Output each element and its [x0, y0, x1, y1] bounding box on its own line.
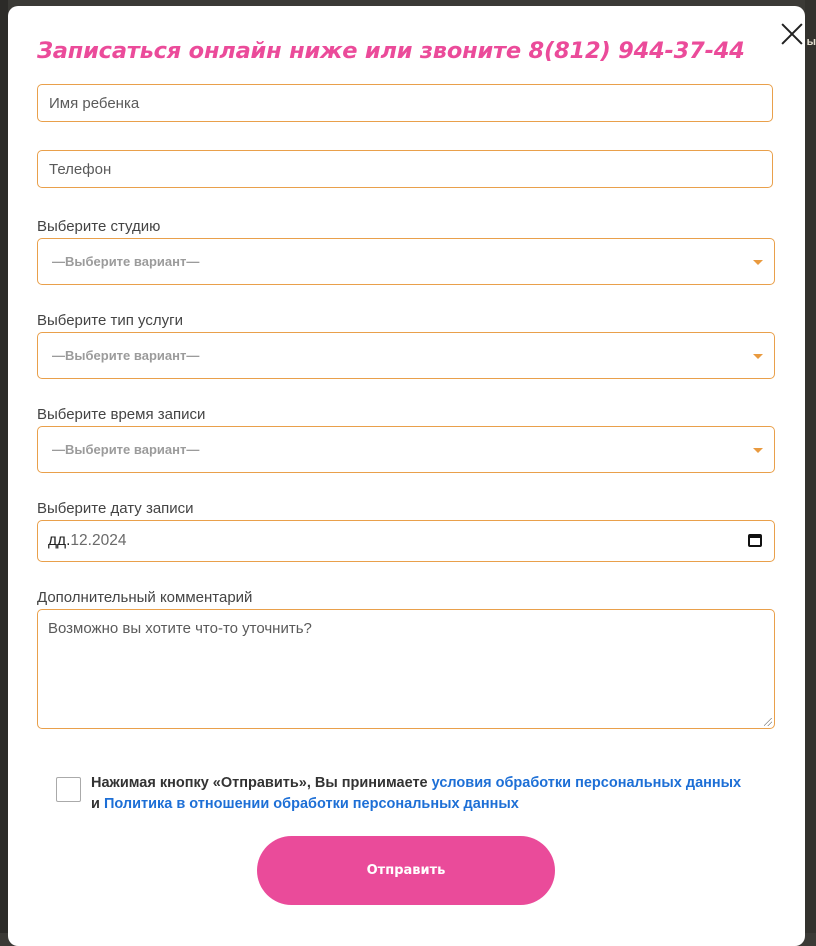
modal-title: Записаться онлайн ниже или звоните 8(812) 944-37-44	[37, 38, 745, 64]
date-day-part[interactable]: дд.	[48, 532, 71, 549]
studio-label: Выберите студию	[37, 218, 161, 235]
calendar-icon[interactable]	[748, 534, 762, 547]
consent-prefix: Нажимая кнопку «Отправить», Вы принимаете	[91, 775, 432, 791]
signup-modal	[8, 6, 805, 946]
chevron-down-icon	[753, 354, 763, 359]
phone-input[interactable]	[37, 150, 773, 188]
comment-label: Дополнительный комментарий	[37, 589, 253, 606]
studio-selected: —Выберите вариант—	[52, 254, 200, 269]
consent-middle: и	[91, 796, 104, 812]
close-icon[interactable]	[774, 16, 810, 52]
child-name-input[interactable]	[37, 84, 773, 122]
studio-select[interactable]	[37, 238, 775, 285]
backdrop-left	[0, 0, 8, 933]
service-type-select[interactable]	[37, 332, 775, 379]
date-month-year[interactable]: 12.2024	[70, 532, 127, 549]
date-input[interactable]	[37, 520, 775, 562]
time-selected: —Выберите вариант—	[52, 442, 200, 457]
consent-checkbox[interactable]	[56, 777, 81, 802]
service-type-label: Выберите тип услуги	[37, 312, 183, 329]
date-label: Выберите дату записи	[37, 500, 194, 517]
comment-placeholder: Возможно вы хотите что-то уточнить?	[48, 620, 312, 637]
chevron-down-icon	[753, 448, 763, 453]
resize-handle-icon[interactable]	[764, 718, 772, 726]
comment-textarea[interactable]	[37, 609, 775, 729]
time-label: Выберите время записи	[37, 406, 206, 423]
child-name-placeholder: Имя ребенка	[49, 94, 140, 112]
backdrop-text-fragment: ы	[806, 36, 816, 48]
privacy-policy-link[interactable]: Политика в отношении обработки персональных данных	[103, 796, 519, 812]
submit-button[interactable]: Отправить	[257, 836, 555, 905]
time-select[interactable]	[37, 426, 775, 473]
consent-text	[91, 773, 751, 815]
privacy-terms-link[interactable]: условия обработки персональных данных	[431, 775, 742, 791]
chevron-down-icon	[753, 260, 763, 265]
backdrop-right	[805, 0, 816, 933]
phone-placeholder: Телефон	[49, 160, 112, 178]
service-type-selected: —Выберите вариант—	[52, 348, 200, 363]
